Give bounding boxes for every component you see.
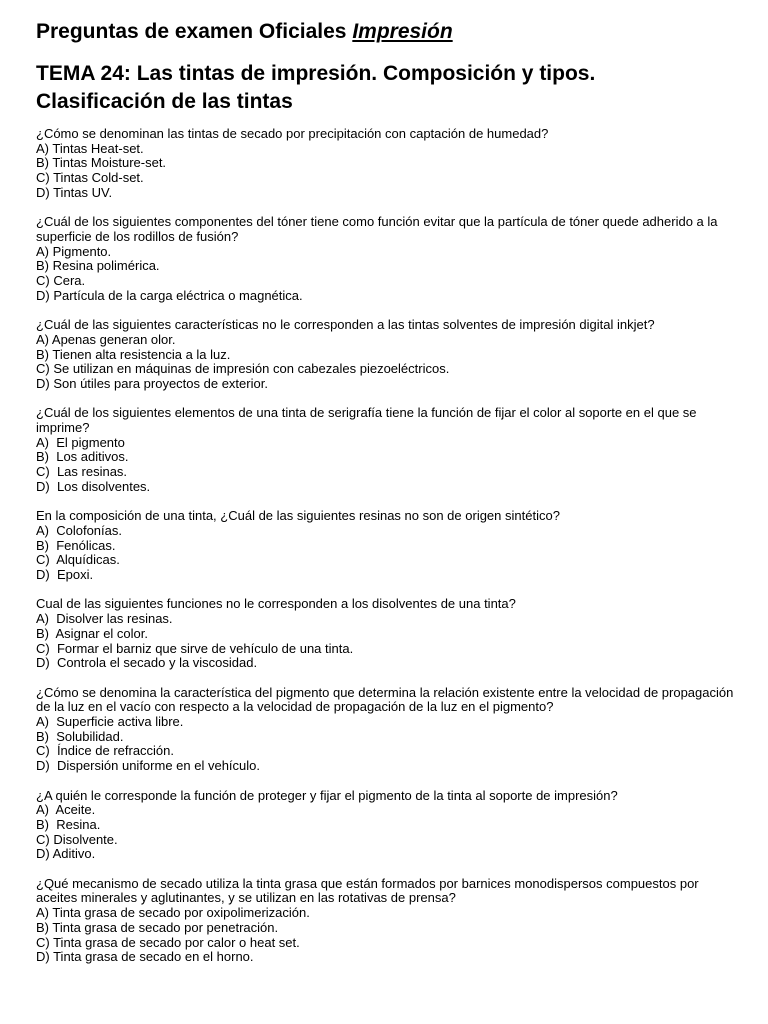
answer-option: D) Dispersión uniforme en el vehículo. — [36, 758, 260, 774]
question-item — [36, 509, 736, 583]
answer-option: A) El pigmento — [36, 434, 125, 450]
question-item — [36, 406, 736, 494]
question-item — [36, 877, 736, 965]
question-text: ¿Qué mecanismo de secado utiliza la tinta grasa que están formados por barnices monodispersos compuestos por aceites minerales y aglutinantes, y se utilizan en las rotativas de prensa? — [36, 875, 703, 906]
question-item — [36, 597, 736, 671]
question-item — [36, 686, 736, 774]
answer-option: B) Resina. — [36, 816, 101, 832]
question-text: ¿Cuál de los siguientes componentes del tóner tiene como función evitar que la partícula de tóner quede adherido a la superficie de los rodillos de fusión? — [36, 214, 722, 244]
answer-option: C) Tintas Cold-set. — [36, 170, 144, 186]
answer-option: C) Tinta grasa de secado por calor o heat set. — [36, 934, 300, 950]
answer-option: A) Aceite. — [36, 802, 96, 818]
answer-option: B) Resina polimérica. — [36, 258, 160, 274]
answer-option: D) Son útiles para proyectos de exterior. — [36, 375, 268, 391]
document-title-emphasis: Impresión — [352, 20, 453, 43]
question-item — [36, 789, 736, 863]
answer-option: D) Epoxi. — [36, 567, 94, 583]
answer-option: B) Fenólicas. — [36, 537, 116, 553]
answer-option: A) Apenas generan olor. — [36, 331, 176, 347]
question-text: ¿Cómo se denomina la característica del pigmento que determina la relación existente entre la velocidad de propagación de la luz en el vacío con respecto a la velocidad de propagación de la luz en el pigmento? — [36, 684, 737, 715]
question-text: ¿Cuál de las siguientes características no le corresponden a las tintas solventes de impresión digital inkjet? — [36, 317, 655, 333]
answer-option: D) Tintas UV. — [36, 184, 113, 200]
answer-option: C) Cera. — [36, 273, 86, 289]
document-title — [36, 18, 736, 46]
answer-option: A) Tintas Heat-set. — [36, 140, 144, 156]
answer-option: D) Controla el secado y la viscosidad. — [36, 655, 258, 671]
document-page — [36, 18, 736, 980]
answer-option: D) Tinta grasa de secado en el horno. — [36, 949, 254, 965]
answer-option: D) Los disolventes. — [36, 478, 151, 494]
answer-option: C) Disolvente. — [36, 831, 118, 847]
answer-option: B) Tienen alta resistencia a la luz. — [36, 346, 231, 362]
question-text: En la composición de una tinta, ¿Cuál de las siguientes resinas no son de origen sintético? — [36, 508, 560, 524]
answer-option: B) Los aditivos. — [36, 449, 129, 465]
question-text: ¿A quién le corresponde la función de proteger y fijar el pigmento de la tinta al soporte de impresión? — [36, 787, 618, 803]
answer-option: A) Colofonías. — [36, 522, 122, 538]
answer-option: C) Se utilizan en máquinas de impresión con cabezales piezoeléctricos. — [36, 361, 450, 377]
topic-heading-line-1: TEMA 24: Las tintas de impresión. Composición y tipos. — [36, 62, 596, 85]
question-item — [36, 215, 736, 303]
question-text: ¿Cómo se denominan las tintas de secado por precipitación con captación de humedad? — [36, 126, 549, 141]
question-item — [36, 318, 736, 392]
answer-option: A) Superficie activa libre. — [36, 714, 184, 730]
topic-heading — [36, 60, 736, 116]
answer-option: B) Solubilidad. — [36, 728, 124, 744]
topic-heading-line-2: Clasificación de las tintas — [36, 90, 293, 113]
answer-option: A) Tinta grasa de secado por oxipolimerización. — [36, 905, 310, 921]
question-text: Cual de las siguientes funciones no le corresponden a los disolventes de una tinta? — [36, 596, 516, 612]
answer-option: B) Tinta grasa de secado por penetración. — [36, 919, 279, 935]
question-list — [36, 127, 736, 965]
answer-option: B) Tintas Moisture-set. — [36, 155, 167, 171]
answer-option: C) Alquídicas. — [36, 552, 120, 568]
answer-option: C) Formar el barniz que sirve de vehículo de una tinta. — [36, 640, 354, 656]
answer-option: A) Pigmento. — [36, 243, 112, 259]
document-title-prefix: Preguntas de examen Oficiales — [36, 20, 353, 43]
answer-option: A) Disolver las resinas. — [36, 611, 173, 627]
answer-option: C) Índice de refracción. — [36, 743, 175, 759]
question-text: ¿Cuál de los siguientes elementos de una tinta de serigrafía tiene la función de fijar el color al soporte en el que se imprime? — [36, 405, 701, 436]
answer-option: B) Asignar el color. — [36, 625, 148, 641]
question-item — [36, 127, 736, 201]
answer-option: D) Partícula de la carga eléctrica o magnética. — [36, 287, 303, 303]
answer-option: D) Aditivo. — [36, 846, 96, 862]
answer-option: C) Las resinas. — [36, 464, 128, 480]
